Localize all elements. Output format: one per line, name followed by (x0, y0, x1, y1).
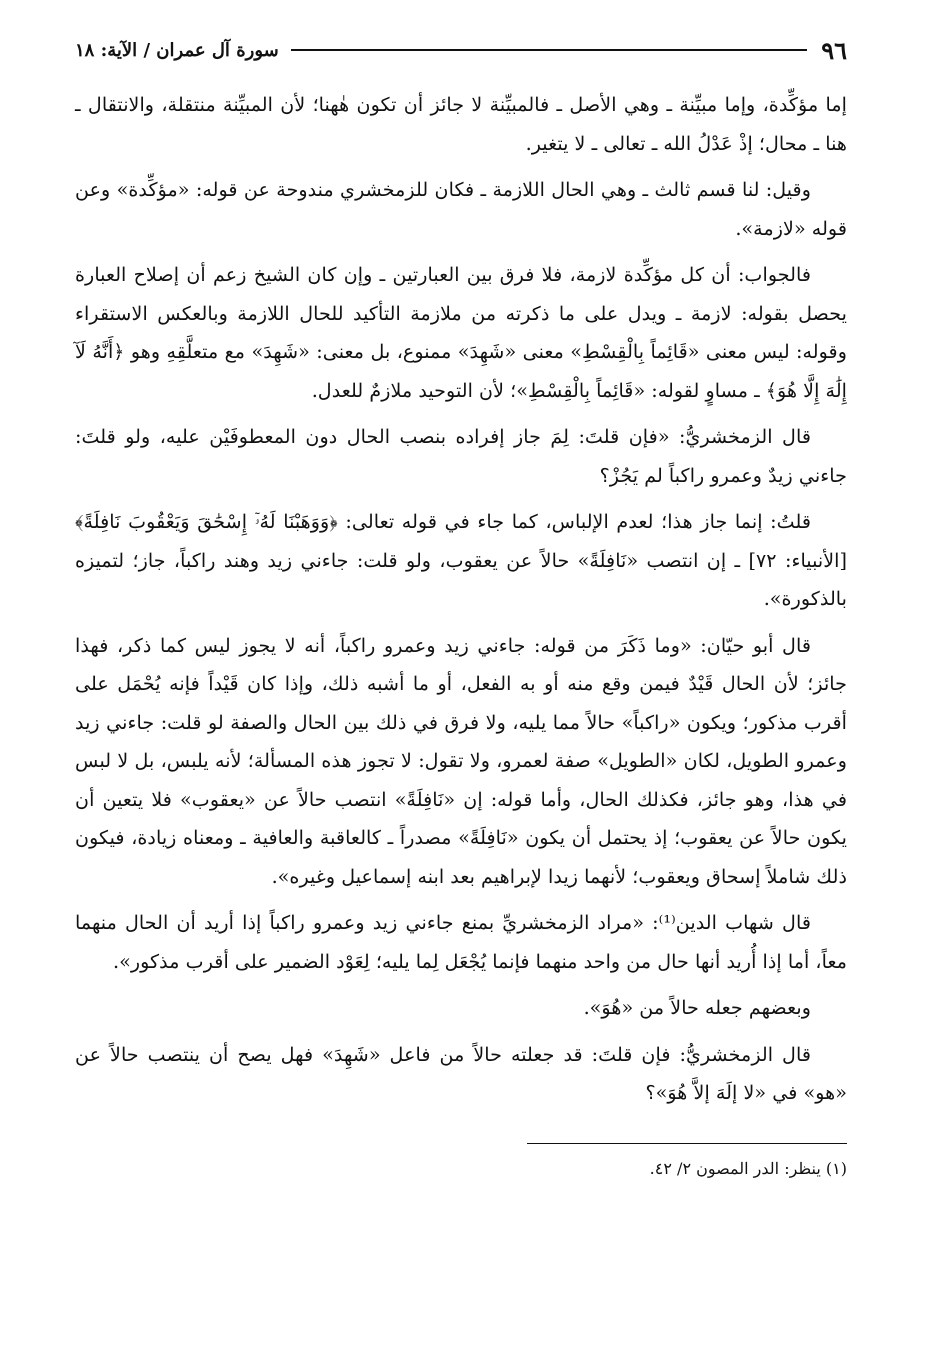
paragraph: قال أبو حيّان: «وما ذَكَرَ من قوله: جاءني زيد وعمرو راكباً، أنه لا يجوز ليس كما ذكر، فهذا جائز؛ لأن الحال قَيْدٌ فيمن وقع منه أو به الفعل، أو ما أشبه ذلك، وإذا كان قَيْداً فإنه يُحْمَل على أقرب مذكور؛ ويكون «راكباً» حالاً مما يليه، ولا فرق في ذلك بين الحال والصفة لو قلت: جاءني زيد وعمرو الطويل، لكان «الطويل» صفة لعمرو، ولا تقول: لا تجوز هذه المسألة؛ لأنه يلبس، بل لا لبس في هذا، وهو جائز، فكذلك الحال، وأما قوله: إن «نَافِلَةً» انتصب حالاً عن «يعقوب» فلا يتعين أن يكون حالاً عن يعقوب؛ إذ يحتمل أن يكون «نَافِلَةً» مصدراً ـ كالعاقبة والعافية ـ ومعناه زيادة، فيكون ذلك شاملاً إسحاق ويعقوب؛ لأنهما زيدا لإبراهيم بعد ابنه إسماعيل وغيره». (75, 633, 847, 888)
running-title: سورة آل عمران / الآية: ١٨ (75, 39, 279, 61)
paragraph: فالجواب: أن كل مؤكِّدة لازمة، فلا فرق بين العبارتين ـ وإن كان الشيخ زعم أن إصلاح العبارة يحصل بقوله: لازمة ـ ويدل على ما ذكرته من ملازمة التأكيد للحال اللازمة وبالعكس الاستقراء وقوله: ليس معنى «قَائِماً بِالْقِسْطِ» معنى «شَهِدَ» ممنوع، بل معنى: «شَهِدَ» مع متعلَّقِهِ وهو ﴿أَنَّهُ لَآ إِلَٰهَ إِلَّا هُوَ﴾ ـ مساوٍ لقوله: «قَائِماً بِالْقِسْطِ»؛ لأن التوحيد ملازمٌ للعدل. (75, 263, 847, 402)
page-number: ٩٦ (821, 35, 847, 65)
paragraph: قلتُ: إنما جاز هذا؛ لعدم الإلباس، كما جاء في قوله تعالى: ﴿وَوَهَبْنَا لَهُۥٓ إِسْحَٰقَ وَيَعْقُوبَ نَافِلَةً﴾ [الأنبياء: ٧٢] ـ إن انتصب «نَافِلَةً» حالاً عن يعقوب، ولو قلت: جاءني زيد وهند راكباً، جاز؛ لتميزه بالذكورة». (75, 510, 847, 610)
paragraph: قال الزمخشريُّ: «فإن قلتَ: لِمَ جاز إفراده بنصب الحال دون المعطوفَيْن عليه، ولو قلتَ: جاءني زيدٌ وعمرو راكباً لم يَجُزْ؟ (75, 425, 847, 487)
document-page (75, 28, 847, 1348)
paragraph: إما مؤكِّدة، وإما مبيِّنة ـ وهي الأصل ـ فالمبيِّنة لا جائز أن تكون هٰهنا؛ لأن المبيِّنة منتقلة، والانتقال ـ هنا ـ محال؛ إذْ عَدْلُ الله ـ تعالى ـ لا يتغير. (75, 93, 847, 155)
page-body (75, 86, 847, 1113)
page-header (75, 28, 847, 72)
paragraph: وقيل: لنا قسم ثالث ـ وهي الحال اللازمة ـ فكان للزمخشري مندوحة عن قوله: «مؤكِّدة» وعن قوله «لازمة». (75, 178, 847, 240)
footnote: (١) ينظر: الدر المصون ٢/ ٤٢. (649, 1158, 847, 1178)
footnote-rule (527, 1143, 847, 1144)
paragraph: وبعضهم جعله حالاً من «هُوَ». (583, 996, 811, 1019)
paragraph: قال شهاب الدين⁽¹⁾: «مراد الزمخشريِّ بمنع جاءني زيد وعمرو راكباً إذا أريد أن الحال منهما معاً، أما إذا أُريد أنها حال من واحد منهما فإنما يُجْعَل لِما يليه؛ لِعَوْد الضمير على أقرب مذكور». (75, 911, 847, 973)
header-rule (291, 49, 808, 51)
paragraph: قال الزمخشريُّ: فإن قلتَ: قد جعلته حالاً من فاعل «شَهِدَ» فهل يصح أن ينتصب حالاً عن «هو» في «لا إلَهَ إلاَّ هُوَ»؟ (75, 1042, 847, 1104)
